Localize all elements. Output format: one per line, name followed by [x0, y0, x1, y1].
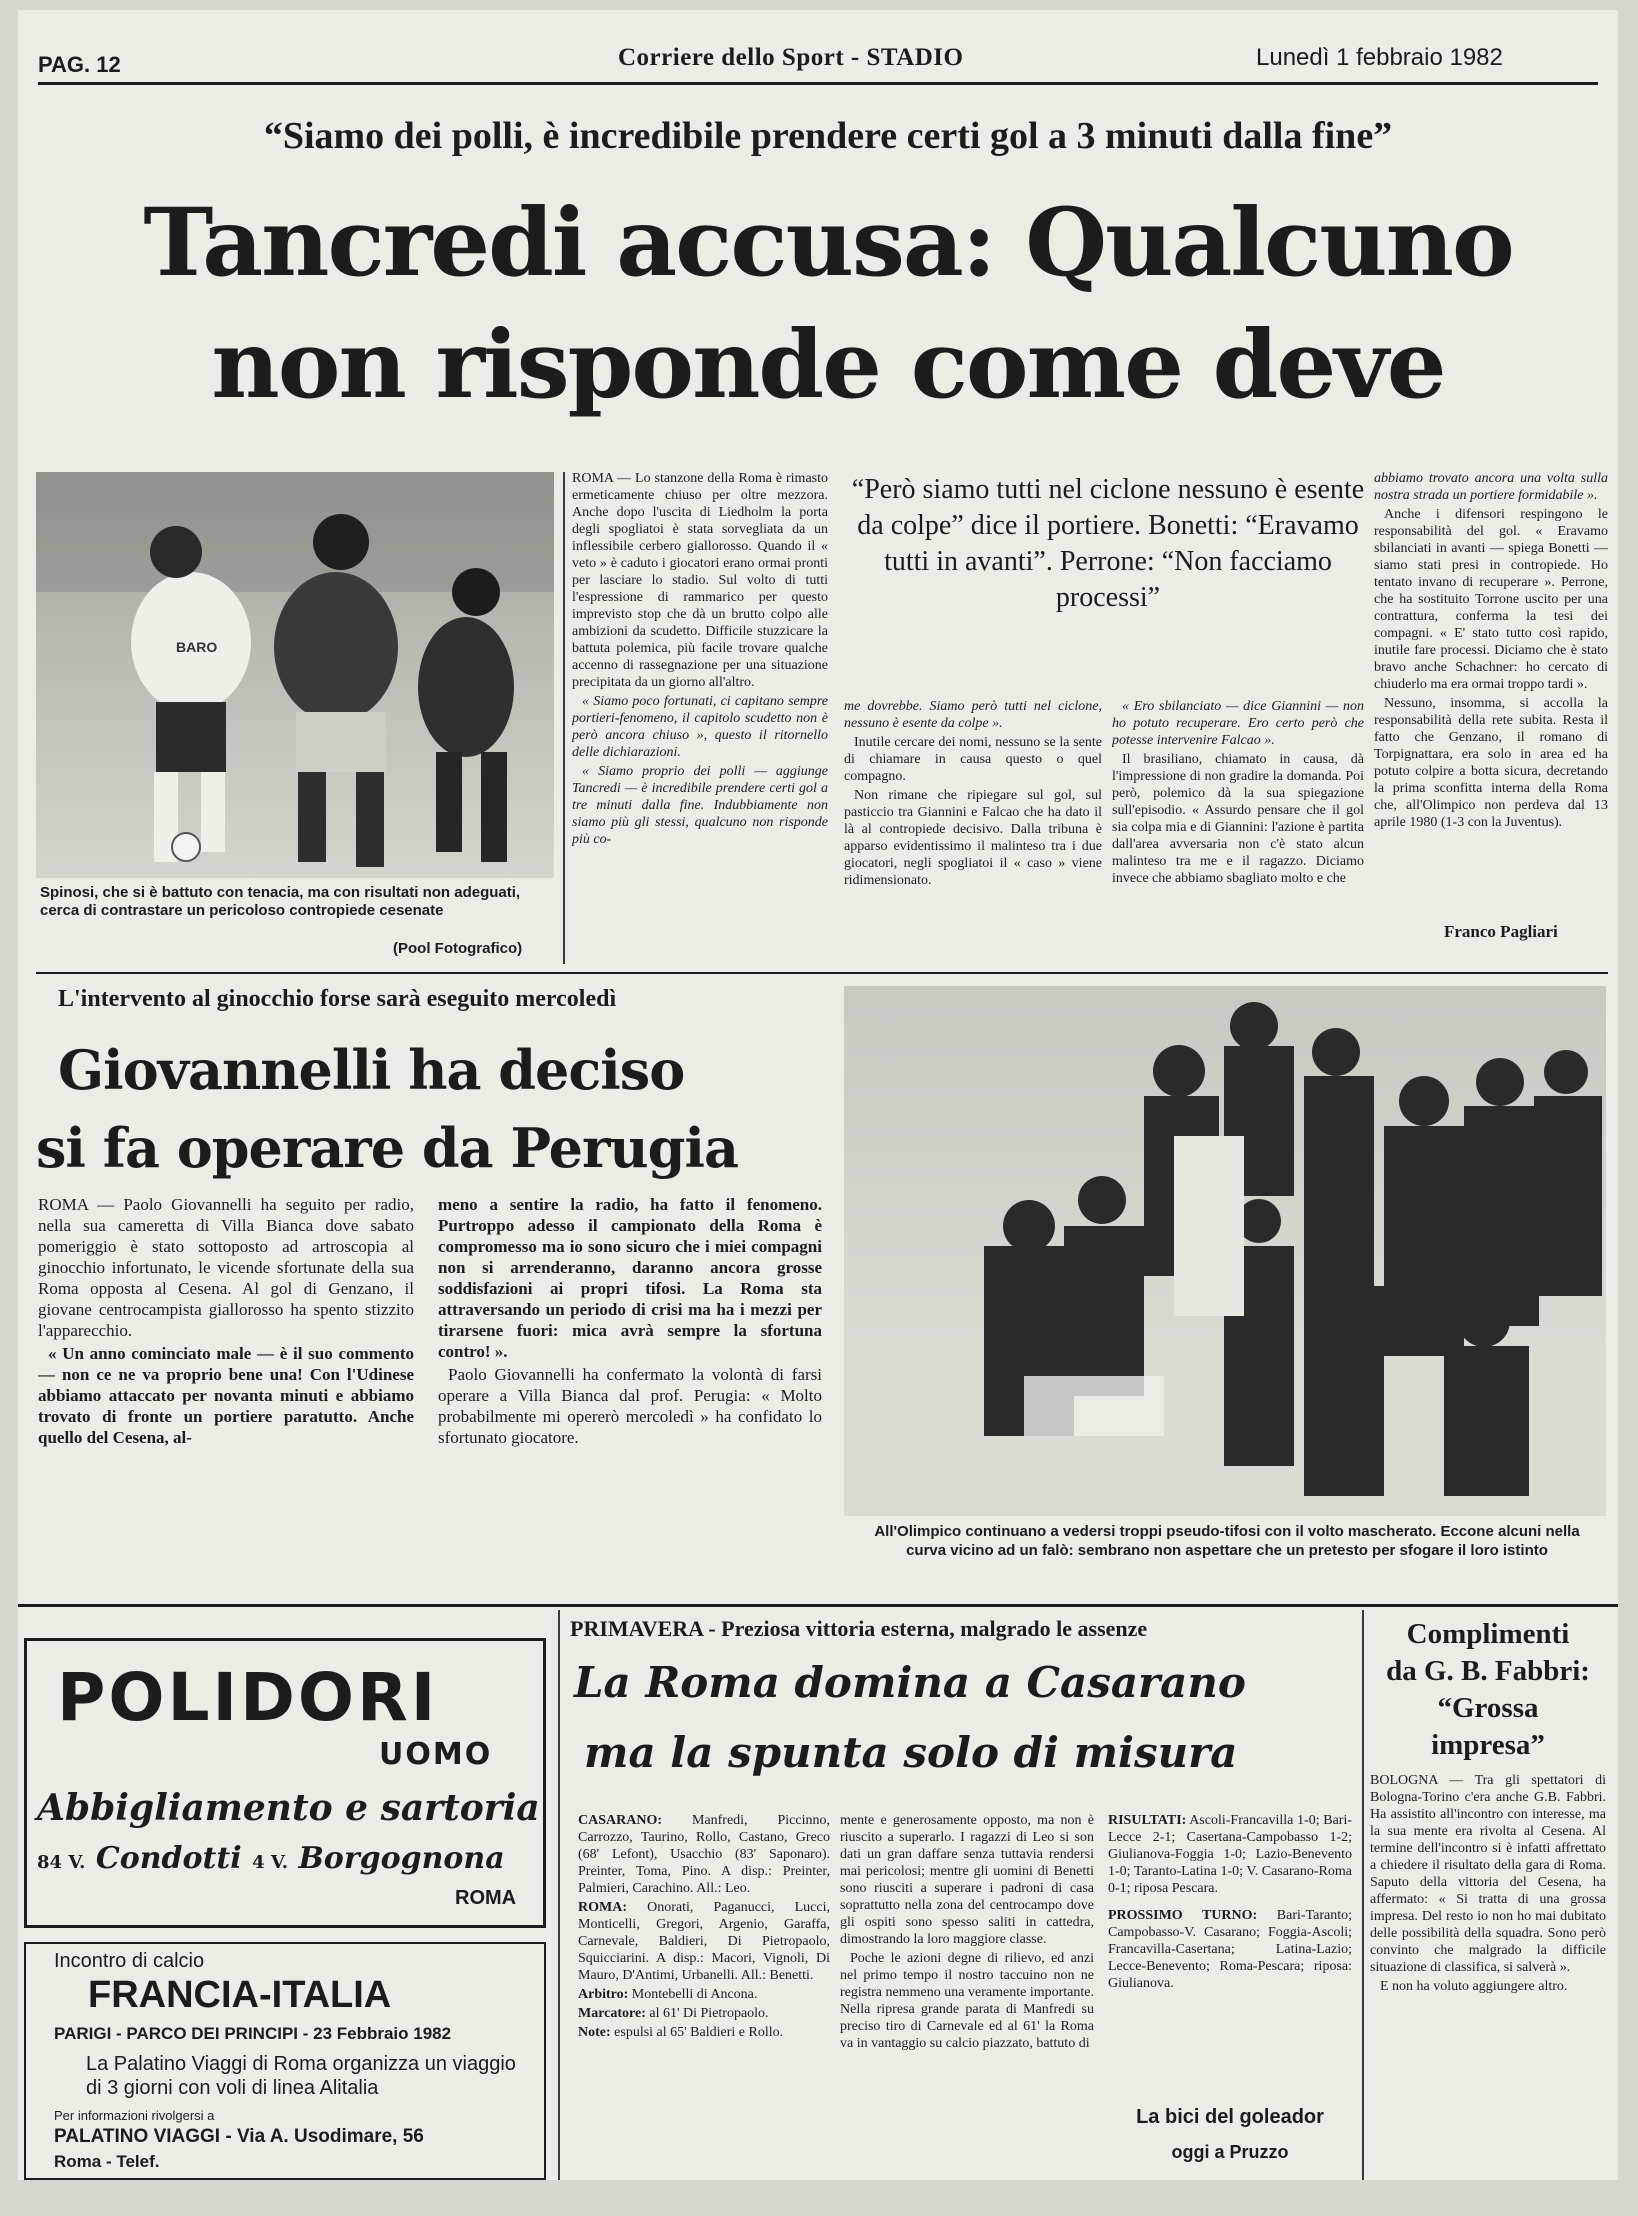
- ad-polidori-street1: Condotti: [95, 1841, 242, 1876]
- fabbri-headline-line3: “Grossa: [1437, 1692, 1539, 1724]
- main-article-col1: [572, 470, 828, 964]
- main-subhead: “Però siamo tutti nel ciclone nessuno è esente da colpe” dice il portiere. Bonetti: “Eravamo tutti in avanti”. Perrone: “Non facciamo processi”: [851, 474, 1365, 613]
- giovannelli-col1: [38, 1194, 414, 1600]
- header-rule: [38, 82, 1598, 85]
- primavera-col2: [840, 1812, 1094, 2178]
- main-article-col3: [1112, 698, 1364, 964]
- ad-polidori-street2: Borgognona: [298, 1841, 505, 1876]
- paragraph: Paolo Giovannelli ha confermato la volontà di farsi operare a Villa Bianca dal prof. Perugia: « Molto probabilmente mi opererò mercoledì » ha confidato lo sfortunato giocatore.: [438, 1365, 822, 1447]
- fans-photo-image: [844, 986, 1606, 1516]
- match-photo: [36, 472, 554, 878]
- section-rule-2: [18, 1604, 1618, 1607]
- ad-francia-phone: Roma - Telef.: [54, 2152, 160, 2171]
- newspaper-page: [18, 10, 1618, 2180]
- giovannelli-headline-line1: Giovannelli ha deciso: [58, 1038, 685, 1102]
- fabbri-headline: [1368, 1616, 1608, 1764]
- page-number: PAG. 12: [38, 52, 121, 77]
- lineup-label: Arbitro:: [578, 1987, 629, 2002]
- paragraph: ROMA — Paolo Giovannelli ha seguito per radio, nella sua cameretta di Villa Bianca dove sabato pomeriggio è stato sottoposto ad artroscopia al ginocchio infortunato, le vicende sfortunate della sua Roma opposta al Cesena. Al gol di Genzano, il giovane centrocampista giallorosso ha spento stizzito l'apparecchio.: [38, 1195, 414, 1340]
- paragraph: Poche le azioni degne di rilievo, ed anzi nel primo tempo il nostro taccuino non ne registra nemmeno una veramente importante. Nella ripresa grande parata di Manfredi su preciso tiro di Carnevale ed al 61' la Roma va in vantaggio su calcio piazzato, battuto di: [840, 1951, 1094, 2051]
- paragraph: Inutile cercare dei nomi, nessuno se la sente di chiamare in causa questo o quel compagno.: [844, 735, 1102, 784]
- paragraph: mente e generosamente opposto, ma non è riuscito a superarlo. I ragazzi di Leo si son dati un gran daffare senza tuttavia rendersi mai pericolosi; mentre gli uomini di Benetti sono riusciti a superare i padroni di casa soprattutto nella zona del centrocampo dove gli ospiti sono spesso saliti in cattedra, dimostrando la loro maggiore classe.: [840, 1813, 1094, 1947]
- ad-polidori-num2: 4 V.: [252, 1852, 288, 1873]
- issue-date: Lunedì 1 febbraio 1982: [1256, 44, 1503, 71]
- giovannelli-kicker: L'intervento al ginocchio forse sarà eseguito mercoledì: [58, 986, 617, 1012]
- paragraph: Nessuno, insomma, si accolla la responsabilità della rete subita. Resta il fatto che Genzano, il romano di Torpignattara, era solo in area ed ha potuto colpire a botta sicura, decretando la prima sconfitta interna della Roma che, all'Olimpico non perdeva dal 13 aprile 1980 (1-3 con la Juventus).: [1374, 696, 1608, 830]
- fans-photo-caption: All'Olimpico continuano a vedersi troppi pseudo-tifosi con il volto mascherato. Eccone alcuni nella curva vicino ad un falò: sembrano non aspettare che un pretesto per sfogare il loro istinto: [874, 1523, 1580, 1559]
- giovannelli-col2: [438, 1194, 822, 1600]
- paragraph: ROMA — Lo stanzone della Roma è rimasto ermeticamente chiuso per oltre mezzora. Anche dopo l'uscita di Liedholm la porta degli spogliatoi è stata sorvegliata da un inflessibile cerbero giallorosso. Quando il « veto » è caduto i giocatori erano ormai pronti per lasciare lo stadio. Sul volto di tutti l'espressione di rammarico per questo imprevisto stop che dà un brutto colpo alle ambizioni da scudetto. Difficile stuzzicare la battuta polemica, più facile trovare qualche accenno di rassegnazione per una situazione precipitata da un giorno all'altro.: [572, 471, 828, 690]
- main-headline-line1: Tancredi accusa: Qualcuno: [143, 188, 1513, 298]
- paragraph: « Un anno cominciato male — è il suo commento — non ce ne va proprio bene una! Con l'Udinese abbiamo attaccato per novanta minuti e abbiamo trovato di fronte un portiere paratutto. Anche quello del Cesena, al-: [38, 1344, 414, 1447]
- ad-polidori-sub: UOMO: [379, 1737, 493, 1772]
- ad-francia-venue: PARIGI - PARCO DEI PRINCIPI - 23 Febbraio 1982: [54, 2024, 452, 2043]
- match-photo-credit: (Pool Fotografico): [393, 940, 523, 957]
- paragraph: E non ha voluto aggiungere altro.: [1380, 1979, 1568, 1994]
- section-rule: [36, 972, 1608, 974]
- lineup-label: Marcatore:: [578, 2006, 646, 2021]
- giovannelli-headline-line2: si fa operare da Perugia: [36, 1116, 738, 1180]
- paragraph: abbiamo trovato ancora una volta sulla nostra strada un portiere formidabile ».: [1374, 471, 1608, 503]
- lineup-label: ROMA:: [578, 1900, 627, 1915]
- paragraph: Non rimane che ripiegare sul gol, sul pasticcio tra Giannini e Falcao che ha dato il là al contropiede decisivo. Dalla tribuna è apparso evidentissimo il malinteso tra i due giocatori, negli spogliatoi il « caso » viene ridimensionato.: [844, 788, 1102, 888]
- ad-francia-info: Per informazioni rivolgersi a: [54, 2108, 215, 2123]
- ad-francia-italia: [24, 1942, 546, 2180]
- lineup: [578, 2024, 830, 2041]
- bici-title: La bici del goleador: [1136, 2106, 1324, 2128]
- paragraph: Anche i difensori respingono le responsabilità del gol. « Eravamo sbilanciati in avanti — spiega Bonetti — siamo stati presi in contropiede. Ho tentato invano di recuperare ». Perrone, che ha sostituito Torrone uscito per una contrattura, conferma la tesi dei compagni. « E' stato tutto così rapido, inutile fare processi. Diciamo che è stato bravo anche Schachner: ho cercato di chiuderlo ma era ormai troppo tardi ».: [1374, 507, 1608, 692]
- primavera-col3: [1108, 1812, 1352, 2072]
- main-kicker: “Siamo dei polli, è incredibile prendere certi gol a 3 minuti dalla fine”: [263, 115, 1393, 157]
- results-label: RISULTATI:: [1108, 1813, 1187, 1828]
- primavera-kicker-text: - Preziosa vittoria esterna, malgrado le assenze: [702, 1616, 1148, 1641]
- lineup: [578, 1899, 830, 1984]
- lineup-label: Note:: [578, 2025, 611, 2040]
- primavera-kicker-label: PRIMAVERA: [570, 1616, 703, 1641]
- fans-photo: [844, 986, 1606, 1516]
- match-photo-caption: Spinosi, che si è battuto con tenacia, ma con risultati non adeguati, cerca di contrastare un pericoloso contropiede cesenate: [40, 884, 521, 919]
- paragraph: « Siamo proprio dei polli — aggiunge Tancredi — è incredibile prendere certi gol a tre minuti dalla fine. Indubbiamente non siamo più gli stessi, qualcuno non risponde più co-: [572, 764, 828, 847]
- lineup: [578, 1812, 830, 1897]
- fabbri-body: [1370, 1772, 1606, 2178]
- column-rule-2: [558, 1610, 560, 2180]
- ad-francia-agency: PALATINO VIAGGI - Via A. Usodimare, 56: [54, 2126, 424, 2147]
- paragraph: Il brasiliano, chiamato in causa, dà l'impressione di non gradire la domanda. Poi però, polemico dà la sua spiegazione sull'episodio. « Assurdo pensare che il gol sia colpa mia e di Giannini: l'azione è partita dall'area avversaria non c'è stato alcun malinteso tra me e il ragazzo. Diciamo invece che abbiamo sbagliato molto e che: [1112, 752, 1364, 886]
- primavera-kicker: [570, 1616, 1370, 1642]
- ad-francia-intro: Incontro di calcio: [54, 1950, 205, 1972]
- svg-text:BARO: BARO: [176, 639, 218, 655]
- lineup: [578, 2005, 830, 2022]
- column-rule: [563, 472, 565, 964]
- results-text: Ascoli-Francavilla 1-0; Bari-Lecce 2-1; Casertana-Campobasso 1-2; Giulianova-Foggia 1-0; Lazio-Benevento 1-0; Taranto-Latina 1-0; V. Casarano-Roma 0-1; riposa Pescara.: [1108, 1813, 1352, 1896]
- paragraph: « Siamo poco fortunati, ci capitano sempre portieri-fenomeno, il capitolo scudetto non è però ancora chiuso », questo il ritornello delle dichiarazioni.: [572, 694, 828, 760]
- lineup-text: Onorati, Paganucci, Lucci, Monticelli, Gregori, Argenio, Garaffa, Carnevale, Baldieri, Di Pietropaolo, Squicciarini. A disp.: Macori, Vignoli, Di Mauro, D'Antimi, Urbanelli. All.: Benetti.: [578, 1900, 830, 1983]
- match-photo-image: [36, 472, 554, 878]
- fabbri-headline-line2: da G. B. Fabbri:: [1386, 1655, 1590, 1687]
- paragraph: « Ero sbilanciato — dice Giannini — non ho potuto recuperare. Ero certo però che potesse intervenire Falcao ».: [1112, 699, 1364, 748]
- main-headline-line2: non risponde come deve: [211, 310, 1445, 420]
- primavera-headline-line1: La Roma domina a Casarano: [574, 1658, 1246, 1707]
- ad-polidori-brand: POLIDORI: [57, 1659, 439, 1736]
- primavera-headline-line2: ma la spunta solo di misura: [584, 1728, 1238, 1777]
- ad-polidori-num1: 84 V.: [37, 1852, 86, 1873]
- lineup-text: al 61' Di Pietropaolo.: [645, 2006, 769, 2021]
- lineup-text: Montebelli di Ancona.: [628, 1987, 758, 2002]
- bici-subtitle: oggi a Pruzzo: [1171, 2142, 1289, 2162]
- ad-polidori-address: [37, 1841, 537, 1876]
- main-byline: Franco Pagliari: [1444, 922, 1558, 941]
- next-round: [1108, 1907, 1352, 1992]
- ad-polidori-line1: Abbigliamento e sartoria: [37, 1787, 540, 1829]
- lineup-label: CASARANO:: [578, 1813, 662, 1828]
- lineup-text: espulsi al 65' Baldieri e Rollo.: [610, 2025, 784, 2040]
- main-article-col2: [844, 698, 1102, 964]
- paragraph: me dovrebbe. Siamo però tutti nel ciclone, nessuno è esente da colpe ».: [844, 699, 1102, 731]
- masthead: Corriere dello Sport - STADIO: [618, 44, 964, 71]
- results: [1108, 1812, 1352, 1897]
- ad-polidori: [24, 1638, 546, 1928]
- ad-polidori-city: ROMA: [455, 1887, 517, 1909]
- paragraph: meno a sentire la radio, ha fatto il fenomeno. Purtroppo adesso il campionato della Roma è compromesso ma io sono sicuro che i miei compagni non si arrenderanno, daranno ancora grosse soddisfazioni ai propri tifosi. La Roma sta attraversando un periodo di crisi ma ha i mezzi per tirarsene fuori: mica avrà sempre la sfortuna contro! ».: [438, 1195, 822, 1361]
- lineup: [578, 1986, 830, 2003]
- paragraph: BOLOGNA — Tra gli spettatori di Bologna-Torino c'era anche G.B. Fabbri. Ha assistito all'incontro con interesse, ma la sua mente era rivolta al Cesena. Al termine dell'incontro si è infatti affrettato a chiedere il risultato della gara di Roma. Saputo della vittoria del Cesena, ha affermato: « Si tratta di una grossa impresa. Del resto io non ho mai dubitato delle possibilità della squadra. Sono però convinto che malgrado la difficile situazione di classifica, si salverà ».: [1370, 1773, 1606, 1975]
- ad-francia-text: La Palatino Viaggi di Roma organizza un viaggio di 3 giorni con voli di linea Alitalia: [86, 2053, 516, 2099]
- column-rule-3: [1362, 1610, 1364, 2180]
- next-round-label: PROSSIMO TURNO:: [1108, 1908, 1258, 1923]
- fabbri-headline-line4: impresa”: [1431, 1729, 1545, 1761]
- fabbri-headline-line1: Complimenti: [1406, 1618, 1570, 1650]
- main-article-col4: [1374, 470, 1608, 904]
- lineup-text: Manfredi, Piccinno, Carrozzo, Taurino, Rollo, Castano, Greco (68' Lefont), Usacchio (83' Saponaro). Preinter, Toma, Pino. A disp.: Preinter, Palmieri, Carachino. All.: Leo.: [578, 1813, 830, 1896]
- next-round-text: Bari-Taranto; Campobasso-V. Casarano; Foggia-Ascoli; Francavilla-Casertana; Latina-Lazio; Lecce-Benevento; Roma-Pescara; riposa: Giulianova.: [1108, 1908, 1352, 1991]
- primavera-col1: [578, 1812, 830, 2178]
- ad-francia-title: FRANCIA-ITALIA: [88, 1974, 392, 2016]
